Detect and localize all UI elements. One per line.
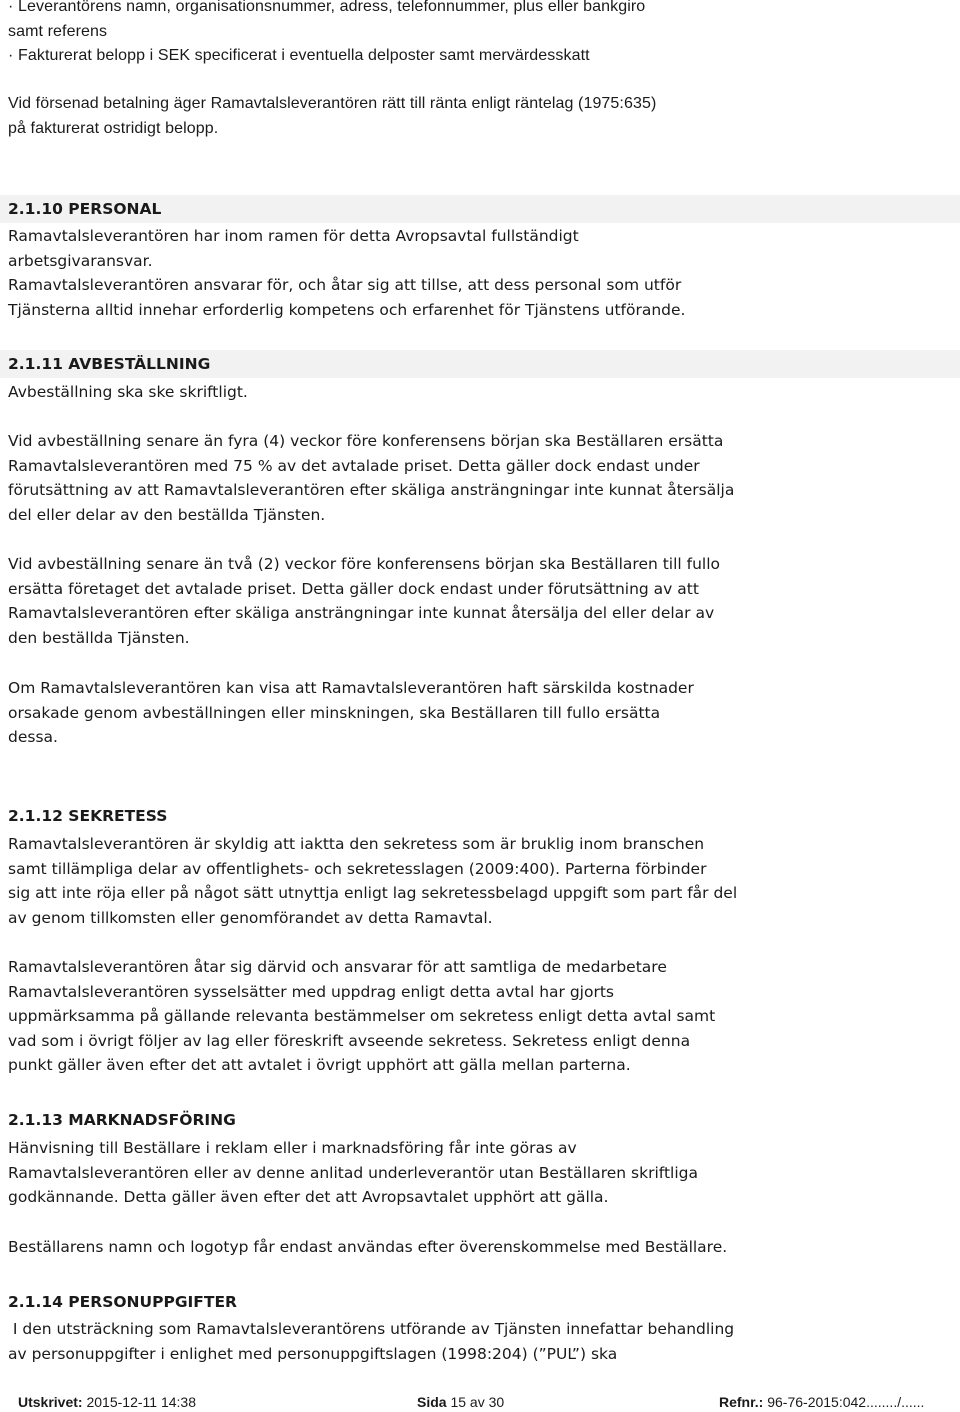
text-line: godkännande. Detta gäller även efter det att Avropsavtalet upphört att gälla. — [8, 1188, 609, 1207]
text-line: vad som i övrigt följer av lag eller föreskrift avseende sekretess. Sekretess enligt denna — [8, 1031, 691, 1050]
sekretess-paragraph-2 — [8, 955, 960, 1078]
text-line: Vid avbeställning senare än två (2) veckor före konferensens början ska Beställaren till fullo — [8, 555, 721, 573]
text-line: av personuppgifter i enlighet med personuppgiftslagen (1998:204) (”PUL”) ska — [8, 1344, 618, 1363]
footer-label: Sida — [417, 1394, 447, 1410]
section-heading-sekretess: 2.1.12 SEKRETESS — [0, 802, 960, 830]
text-line: Ramavtalsleverantören sysselsätter med uppdrag enligt detta avtal har gjorts — [8, 982, 614, 1001]
text-line: · Fakturerat belopp i SEK specificerat i eventuella delposter samt mervärdesskatt — [8, 47, 590, 64]
text-line: förutsättning av att Ramavtalsleverantören efter skäliga ansträngningar inte kunnat återsälja — [8, 481, 735, 500]
text-line: den beställda Tjänsten. — [8, 628, 190, 647]
text-line: Vid avbeställning senare än fyra (4) veckor före konferensens början ska Beställaren ersätta — [8, 432, 724, 450]
section-heading-avbestallning: 2.1.11 AVBESTÄLLNING — [0, 350, 960, 378]
section-heading-personal: 2.1.10 PERSONAL — [0, 195, 960, 223]
avbestallning-paragraph-2 — [8, 429, 960, 527]
text-line: Ramavtalsleverantören eller av denne anlitad underleverantör utan Beställaren skriftliga — [8, 1163, 698, 1182]
text-line: Ramavtalsleverantören är skyldig att iaktta den sekretess som är bruklig inom branschen — [8, 835, 705, 853]
text-line: av genom tillkomsten eller genomförandet av detta Ramavtal. — [8, 908, 493, 927]
footer-page-number — [417, 1392, 504, 1412]
marknadsforing-paragraph-1 — [8, 1136, 960, 1210]
footer-value: 96-76-2015:042......../...... — [763, 1394, 925, 1410]
text-line: orsakade genom avbeställningen eller minskningen, ska Beställaren till fullo ersätta — [8, 703, 661, 722]
section-heading-marknadsforing: 2.1.13 MARKNADSFÖRING — [0, 1106, 960, 1134]
section-heading-personuppgifter: 2.1.14 PERSONUPPGIFTER — [0, 1288, 960, 1316]
text-line: Om Ramavtalsleverantören kan visa att Ramavtalsleverantören haft särskilda kostnader — [8, 679, 694, 697]
text-line: Beställarens namn och logotyp får endast användas efter överenskommelse med Beställare. — [8, 1238, 728, 1256]
text-line: samt referens — [8, 22, 108, 40]
footer-label: Refnr.: — [719, 1394, 764, 1410]
text-line: Avbeställning ska ske skriftligt. — [8, 383, 248, 401]
text-line: Hänvisning till Beställare i reklam eller i marknadsföring får inte göras av — [8, 1139, 577, 1157]
text-line: Tjänsterna alltid innehar erforderlig kompetens och erfarenhet för Tjänstens utförande. — [8, 300, 686, 319]
text-line: arbetsgivaransvar. — [8, 251, 153, 270]
marknadsforing-paragraph-2 — [8, 1235, 960, 1260]
footer-printed-date — [18, 1392, 196, 1412]
avbestallning-paragraph-3 — [8, 552, 960, 650]
page-footer — [0, 1392, 960, 1412]
personuppgifter-paragraph — [8, 1317, 960, 1366]
text-line: Ramavtalsleverantören ansvarar för, och åtar sig att tillse, att dess personal som utför — [8, 276, 682, 295]
text-line: Vid försenad betalning äger Ramavtalsleverantören rätt till ränta enligt räntelag (1975:635) — [8, 95, 657, 112]
personal-paragraph — [8, 224, 960, 322]
footer-label: Utskrivet: — [18, 1394, 83, 1410]
bullet-supplier-info — [8, 0, 960, 69]
text-line: Ramavtalsleverantören åtar sig därvid och ansvarar för att samtliga de medarbetare — [8, 958, 667, 976]
text-line: uppmärksamma på gällande relevanta bestämmelser om sekretess enligt detta avtal samt — [8, 1007, 716, 1026]
sekretess-paragraph-1 — [8, 832, 960, 930]
late-payment-paragraph — [8, 92, 960, 141]
text-line: dessa. — [8, 728, 58, 747]
footer-value: 15 av 30 — [446, 1394, 505, 1410]
text-line: I den utsträckning som Ramavtalsleverantörens utförande av Tjänsten innefattar behandling — [8, 1320, 735, 1338]
text-line: · Leverantörens namn, organisationsnummer, adress, telefonnummer, plus eller bankgiro — [8, 0, 646, 15]
text-line: Ramavtalsleverantören efter skäliga ansträngningar inte kunnat återsälja del eller delar av — [8, 604, 715, 623]
text-line: Ramavtalsleverantören med 75 % av det avtalade priset. Detta gäller dock endast under — [8, 456, 700, 475]
text-line: punkt gäller även efter det att avtalet i övrigt upphört att gälla mellan parterna. — [8, 1056, 631, 1075]
footer-reference-number — [719, 1392, 924, 1412]
text-line: del eller delar av den beställda Tjänsten. — [8, 505, 326, 524]
text-line: ersätta företaget det avtalade priset. Detta gäller dock endast under förutsättning av att — [8, 579, 699, 598]
footer-value: 2015-12-11 14:38 — [82, 1394, 196, 1410]
text-line: samt tillämpliga delar av offentlighets- och sekretesslagen (2009:400). Parterna förbinder — [8, 859, 707, 878]
avbestallning-paragraph-4 — [8, 676, 960, 750]
text-line: på fakturerat ostridigt belopp. — [8, 119, 219, 137]
avbestallning-paragraph-1 — [8, 380, 960, 405]
text-line: sig att inte röja eller på något sätt utnyttja enligt lag sekretessbelagd uppgift som part får del — [8, 884, 738, 903]
text-line: Ramavtalsleverantören har inom ramen för detta Avropsavtal fullständigt — [8, 227, 579, 245]
